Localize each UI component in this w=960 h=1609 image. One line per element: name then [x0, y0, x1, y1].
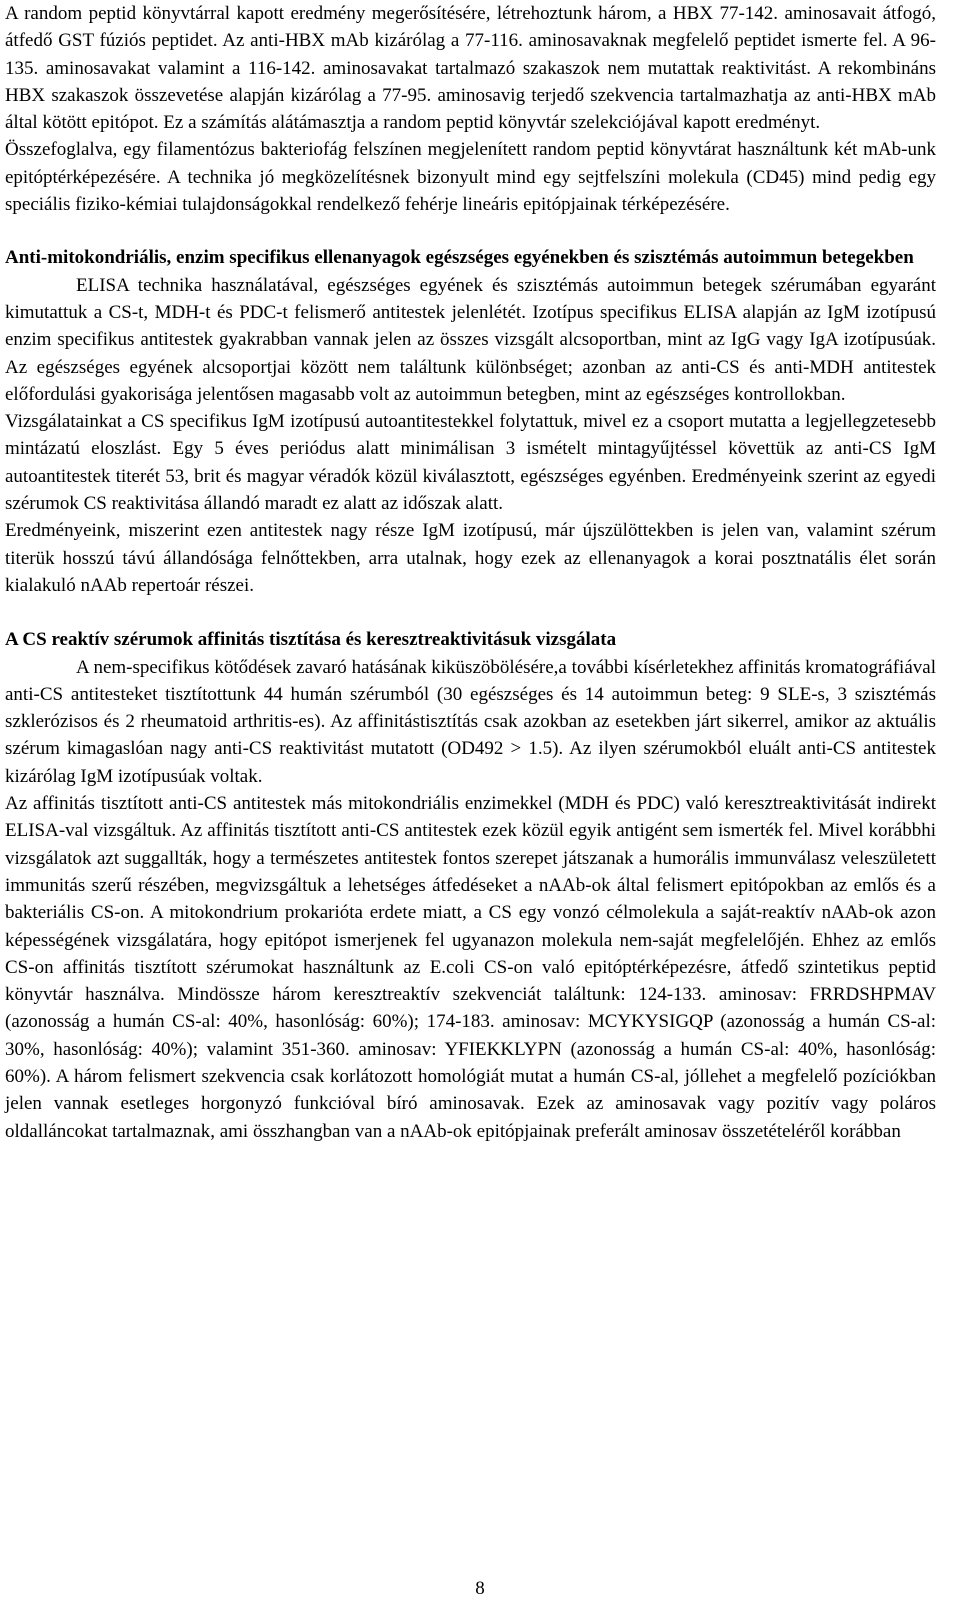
- section-spacer: [5, 218, 936, 244]
- section-heading-affinity-purification: A CS reaktív szérumok affinitás tisztítása és keresztreaktivitásuk vizsgálata: [5, 629, 617, 651]
- page-number: 8: [475, 1578, 485, 1599]
- section-1-paragraph-3: Eredményeink, miszerint ezen antitestek nagy része IgM izotípusú, már újszülöttekben is jelen van, valamint szérum titerük hosszú távú állandósága felnőttekben, arra utalnak, hogy ezek az ellenanyagok a korai posztnatális élet során kialakuló nAAb repertoár részei.: [5, 520, 936, 596]
- intro-paragraph-1: A random peptid könyvtárral kapott eredmény megerősítésére, létrehoztunk három, a HBX 77-142. aminosavait átfogó, átfedő GST fúziós peptidet. Az anti-HBX mAb kizárólag a 77-116. aminosavaknak megfelelő peptidet ismerte fel. A 96-135. aminosavakat valamint a 116-142. aminosavakat tartalmazó szakaszok nem mutattak reaktivitást. A rekombináns HBX szakaszok összevetése alapján kizárólag a 77-95. aminosavig terjedő szekvencia tartalmazhatja az anti-HBX mAb által kötött epitópot. Ez a számítás alátámasztja a random peptid könyvtár szelekciójával kapott eredményt.: [5, 3, 936, 134]
- document-page: [5, 0, 936, 1145]
- section-2-paragraph-1: A nem-specifikus kötődések zavaró hatásának kiküszöbölésére,a további kísérletekhez affinitás kromatográfiával anti-CS antitesteket tisztítottunk 44 humán szérumból (30 egészséges és 14 autoimmun beteg: 9 SLE-s, 3 szisztémás szklerózisos és 2 rheumatoid arthritis-es). Az affinitástisztítás csak azokban az esetekben járt sikerrel, amikor az aktuális szérum kimagaslóan nagy anti-CS reaktivitást mutatott (OD492 > 1.5). Az ilyen szérumokból eluált anti-CS antitestek kizárólag IgM izotípusúak voltak.: [5, 656, 936, 787]
- section-1-paragraph-2: Vizsgálatainkat a CS specifikus IgM izotípusú autoantitestekkel folytattuk, mivel ez a csoport mutatta a legjellegzetesebb mintázatú eloszlást. Egy 5 éves periódus alatt minimálisan 3 ismételt mintagyűjtéssel követtük az anti-CS IgM autoantitestek titerét 53, brit és magyar véradók közül kiválasztott, egészséges egyénben. Eredményeink szerint az egyedi szérumok CS reaktivitása állandó maradt ez alatt az időszak alatt.: [5, 411, 936, 515]
- section-2-paragraph-2: Az affinitás tisztított anti-CS antitestek más mitokondriális enzimekkel (MDH és PDC) való keresztreaktivitását indirekt ELISA-val vizsgáltuk. Az affinitás tisztított anti-CS antitestek ezek közül egyik antigént sem ismerték fel. Mivel korábbhi vizsgálatok azt suggallták, hogy a természetes antitestek fontos szerepet játszanak a humorális immunválasz veleszületett immunitás szerű részében, megvizsgáltuk a lehetséges átfedéseket a nAAb-ok által felismert epitópokban az emlős és a bakteriális CS-on. A mitokondrium prokarióta erdete miatt, a CS egy vonzó célmolekula a saját-reaktív nAAb-ok azon képességének vizsgálatára, hogy epitópot ismerjenek fel ugyanazon molekula nem-saját megfelelőjén. Ehhez az emlős CS-on affinitás tisztított szérumokat használtunk az E.coli CS-on való epitóptérképezésre, átfedő szintetikus peptid könyvtár használva. Mindössze három keresztreaktív szekvenciát találtunk: 124-133. aminosav: FRRDSHPMAV (azonosság a humán CS-al: 40%, hasonlóság: 60%); 174-183. aminosav: MCYKYSIGQP (azonosság a humán CS-al: 30%, hasonlóság: 40%); valamint 351-360. aminosav: YFIEKKLYPN (azonosság a humán CS-al: 40%, hasonlóság: 60%). A három felismert szekvencia csak korlátozott homológiát mutat a humán CS-al, jóllehet a megfelelő pozíciókban jelen vannak esetleges horgonyzó funkcióval bíró aminosavak. Ezek az aminosavak vagy pozitív vagy poláros oldalláncokat tartalmaznak, ami összhangban van a nAAb-ok epitópjainak preferált aminosav összetételéről korábban: [5, 793, 936, 1142]
- section-spacer: [5, 599, 936, 626]
- section-heading-anti-mitochondrial: Anti-mitokondriális, enzim specifikus ellenanyagok egészséges egyénekben és szisztémás autoimmun betegekben: [5, 247, 914, 269]
- section-1-paragraph-1: ELISA technika használatával, egészséges egyének és szisztémás autoimmun betegek szérumában egyaránt kimutattuk a CS-t, MDH-t és PDC-t felismerő antitestek jelenlétét. Izotípus specifikus ELISA alapján az IgM izotípusú enzim specifikus antitestek gyakrabban vannak jelen az összes vizsgált alcsoportban, mint az IgG vagy IgA izotípusúak. Az egészséges egyének alcsoportjai között nem találtunk különbséget; azonban az anti-CS és anti-MDH antitestek előfordulási gyakorisága jelentősen magasabb volt az autoimmun betegben, mint az egészséges kontrollokban.: [5, 274, 936, 405]
- intro-paragraph-2: Összefoglalva, egy filamentózus bakteriofág felszínen megjelenített random peptid könyvtárat használtunk két mAb-unk epitóptérképezésére. A technika jó megközelítésnek bizonyult mind egy sejtfelszíni molekula (CD45) mind pedig egy speciális fiziko-kémiai tulajdonságokkal rendelkező fehérje lineáris epitópjainak térképezésére.: [5, 139, 936, 216]
